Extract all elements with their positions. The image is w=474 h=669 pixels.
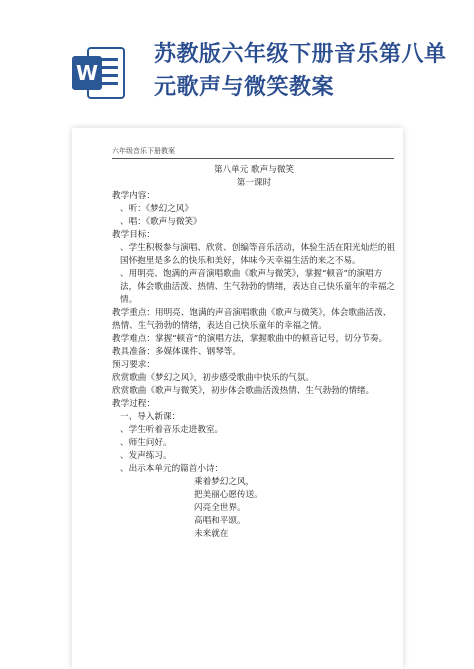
section-label: 教学内容： <box>112 191 155 201</box>
header-banner <box>0 0 474 140</box>
word-document-icon <box>70 44 128 102</box>
paragraph: 欣赏歌曲《梦幻之风》，初步感受歌曲中快乐的气氛。 <box>112 373 314 383</box>
lesson-heading: 第一课时 <box>236 178 272 188</box>
poem-line: 闪亮全世界。 <box>194 503 246 513</box>
document-body <box>112 164 396 541</box>
section-label: 教学目标： <box>112 230 155 240</box>
section-label: 教学过程： <box>112 399 155 409</box>
paragraph: 教学难点：掌握“顿音”的演唱方法，掌握歌曲中的顿音记号，切分节奏。 <box>112 334 388 344</box>
document-title: 苏教版六年级下册音乐第八单元歌声与微笑教案 <box>154 42 447 100</box>
list-item: 、学生积极参与演唱、欣赏、创编等音乐活动，体验生活在阳光灿烂的祖国怀抱里是多么的快乐和美好，体味今天幸福生活的来之不易。 <box>120 243 396 266</box>
svg-text:W: W <box>75 61 99 85</box>
list-item: 、师生问好。 <box>120 438 172 448</box>
list-item: 、学生听着音乐走进教室。 <box>120 425 224 435</box>
list-item: 、唱：《歌声与微笑》 <box>120 217 202 227</box>
paragraph: 教学重点：用明亮、饱满的声音演唱歌曲《歌声与微笑》，体会歌曲活泼、热情、生气勃勃的情绪，表达自己快乐童年的幸福之情。 <box>112 308 392 331</box>
poem-line: 把美丽心愿传送。 <box>194 490 263 500</box>
paragraph: 欣赏歌曲《歌声与微笑》，初步体会歌曲活泼热情、生气勃勃的情绪。 <box>112 386 375 396</box>
poem-line: 乘着梦幻之风， <box>194 477 255 487</box>
poem-line: 未来就在 <box>194 529 229 539</box>
list-item: 、出示本单元的篇首小诗： <box>120 464 224 474</box>
header-divider <box>112 158 394 159</box>
unit-heading: 第八单元 歌声与微笑 <box>213 165 295 175</box>
page-header: 六年级音乐下册教案 <box>112 147 175 155</box>
section-label: 预习要求： <box>112 360 155 370</box>
poem-line: 高唱和平颂。 <box>194 516 246 526</box>
list-item: 一、导入新课： <box>120 412 181 422</box>
list-item: 、发声练习。 <box>120 451 172 461</box>
paragraph: 教具准备：多媒体课件、钢琴等。 <box>112 347 241 357</box>
list-item: 、听：《梦幻之风》 <box>120 204 194 214</box>
list-item: 、用明亮、饱满的声音演唱歌曲《歌声与微笑》，掌握“顿音”的演唱方法，体会歌曲活泼、热情、生气勃勃的情绪，表达自己快乐童年的幸福之情。 <box>120 269 396 305</box>
document-page <box>72 128 403 669</box>
